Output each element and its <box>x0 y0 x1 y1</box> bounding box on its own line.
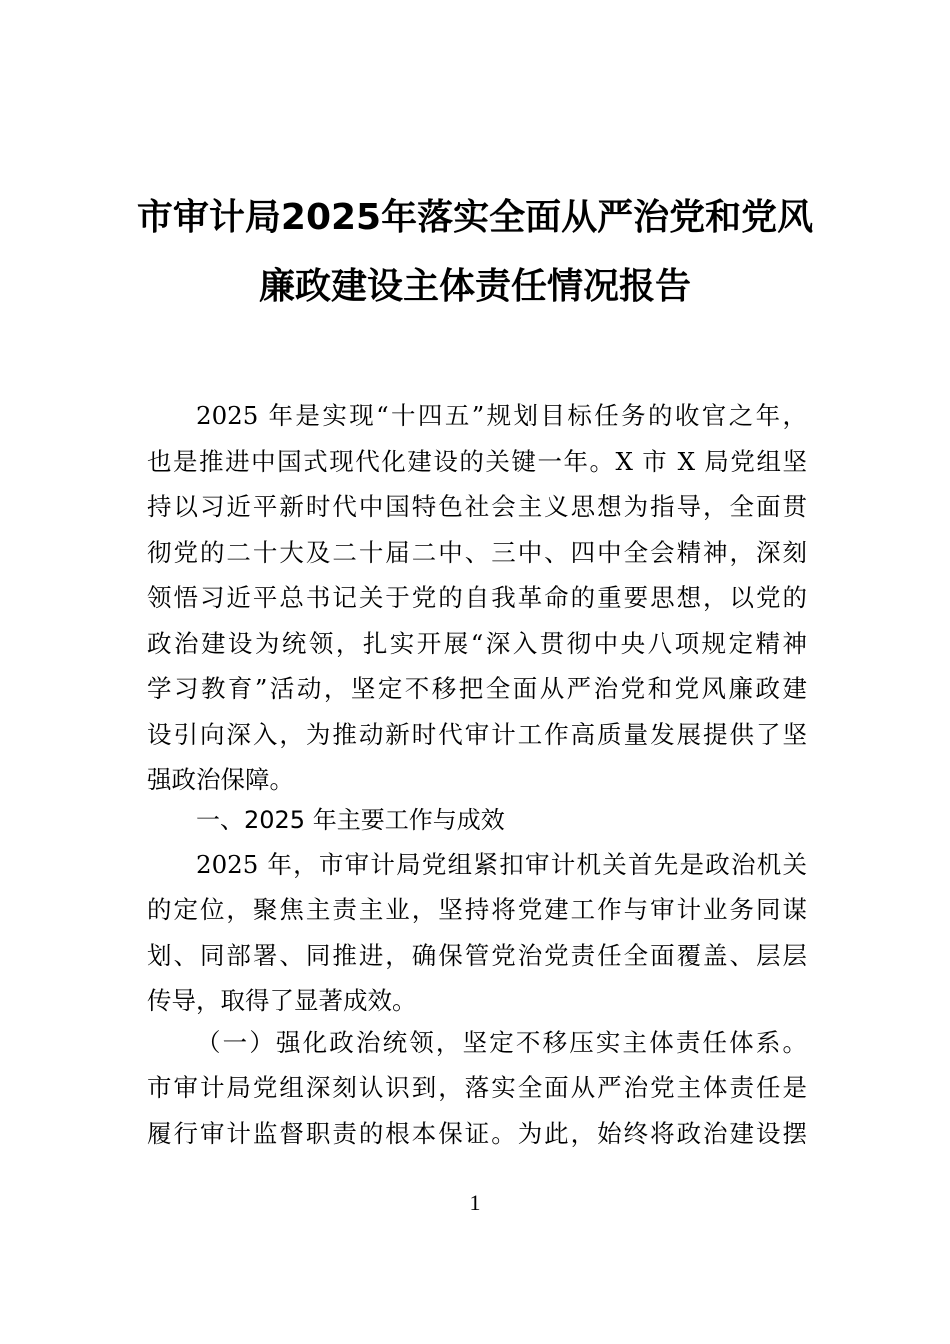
document-title-line-2: 廉政建设主体责任情况报告 <box>258 266 691 307</box>
intro-line: 2025 年是实现“十四五”规划目标任务的收官之年， <box>196 401 807 430</box>
section-heading: 一、2025 年主要工作与成效 <box>196 806 505 834</box>
intro-line: 持以习近平新时代中国特色社会主义思想为指导，全面贯 <box>147 492 807 521</box>
intro-line: 设引向深入，为推动新时代审计工作高质量发展提供了坚 <box>147 720 807 749</box>
subsection-line: 市审计局党组深刻认识到，落实全面从严治党主体责任是 <box>147 1073 807 1102</box>
intro-line: 强政治保障。 <box>147 765 294 794</box>
section-line: 传导，取得了显著成效。 <box>147 986 417 1015</box>
document-title-line-1: 市审计局2025年落实全面从严治党和党风 <box>136 197 814 238</box>
section-line: 2025 年，市审计局党组紧扣审计机关首先是政治机关 <box>196 850 807 879</box>
section-line: 划、同部署、同推进，确保管党治党责任全面覆盖、层层 <box>147 941 807 970</box>
subsection-line: 履行审计监督职责的根本保证。为此，始终将政治建设摆 <box>147 1119 807 1148</box>
intro-line: 彻党的二十大及二十届二中、三中、四中全会精神，深刻 <box>147 538 807 567</box>
subsection-heading: （一）强化政治统领，坚定不移压实主体责任体系。 <box>196 1028 807 1057</box>
intro-line: 也是推进中国式现代化建设的关键一年。X 市 X 局党组坚 <box>147 447 807 476</box>
section-line: 的定位，聚焦主责主业，坚持将党建工作与审计业务同谋 <box>147 895 807 924</box>
intro-line: 政治建设为统领，扎实开展“深入贯彻中央八项规定精神 <box>147 629 807 658</box>
intro-line: 学习教育”活动，坚定不移把全面从严治党和党风廉政建 <box>147 674 807 703</box>
intro-line: 领悟习近平总书记关于党的自我革命的重要思想，以党的 <box>147 583 807 612</box>
page-number: 1 <box>469 1190 481 1215</box>
